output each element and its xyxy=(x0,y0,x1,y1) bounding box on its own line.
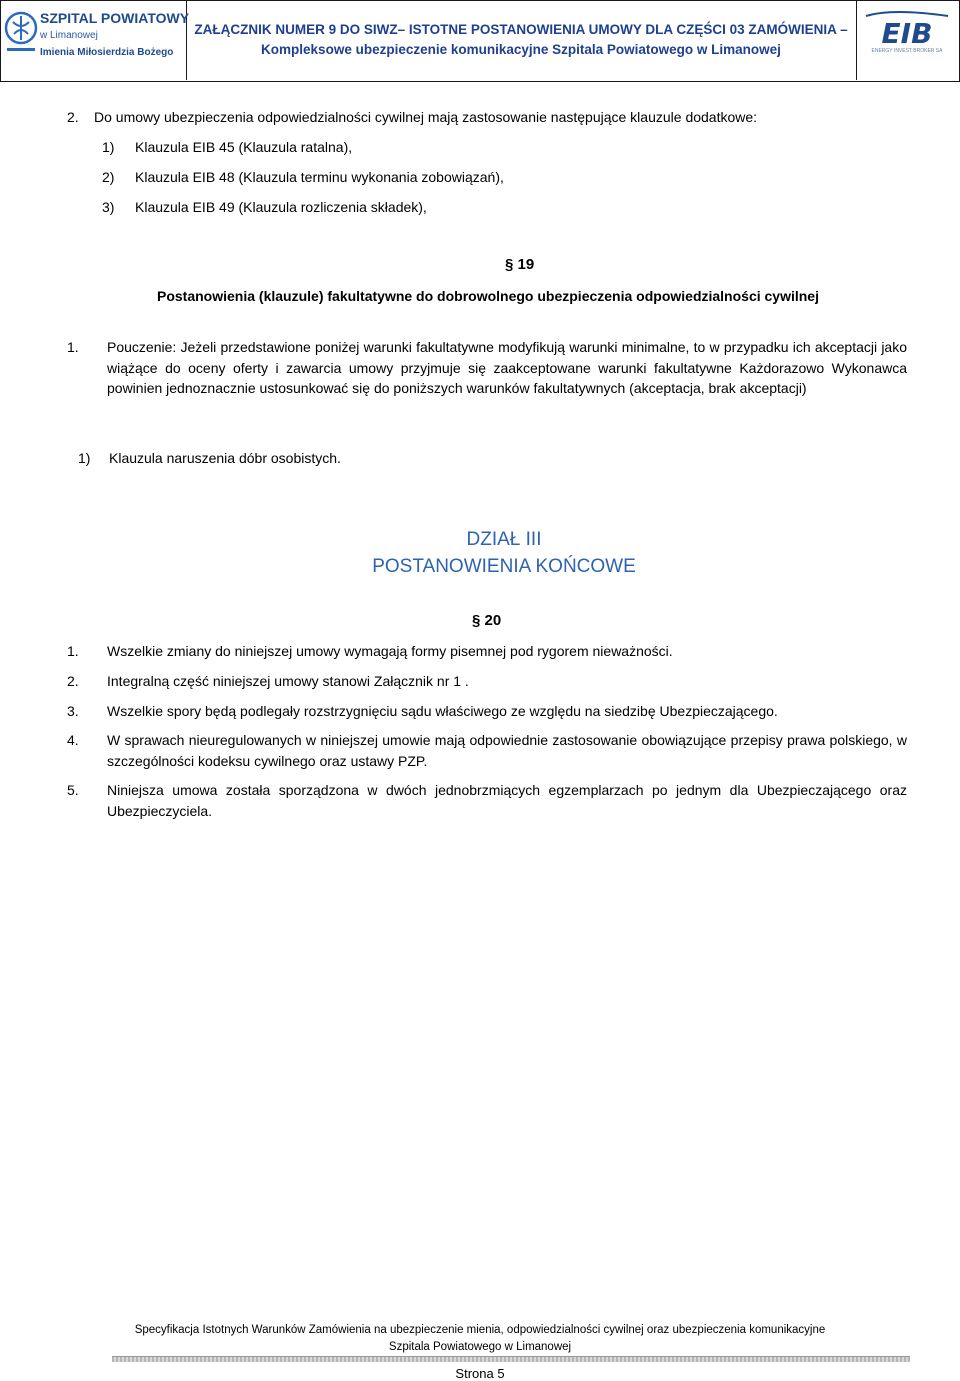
paragraph-symbol: § 19 xyxy=(505,256,535,273)
point-number: 1. xyxy=(67,339,79,355)
list-item-number: 1) xyxy=(102,139,115,155)
point-text: W sprawach nieuregulowanych w niniejszej umowie mają odpowiednie zastosowanie obowiązujące przepisy prawa polskiego, w szczególności kodeksu cywilnego oraz ustawy PZP. xyxy=(107,732,907,769)
section-number: 2. xyxy=(67,109,79,125)
header-title-line2: Kompleksowe ubezpieczenie komunikacyjne Szpitala Powiatowego w Limanowej xyxy=(261,42,781,57)
chapter-heading: DZIAŁ III xyxy=(466,529,542,550)
list-item-number: 3) xyxy=(102,199,115,215)
eib-logo xyxy=(862,10,954,60)
point-number: 4. xyxy=(67,732,79,748)
section-intro: Do umowy ubezpieczenia odpowiedzialności cywilnej mają zastosowanie następujące klauzule dodatkowe: xyxy=(94,109,758,125)
point-text: Wszelkie zmiany do niniejszej umowy wymagają formy pisemnej pod rygorem nieważności. xyxy=(107,643,673,659)
point-text: Niniejsza umowa została sporządzona w dwóch jednobrzmiących egzemplarzach po jednym dla Ubezpieczającego oraz Ubezpieczyciela. xyxy=(107,782,907,819)
list-item-number: 2) xyxy=(102,169,115,185)
paragraph-symbol: § 20 xyxy=(472,612,502,629)
header-divider xyxy=(856,0,857,80)
page-number: Strona 5 xyxy=(455,1366,505,1381)
list-item-number: 1) xyxy=(78,450,91,466)
point-text: Integralną część niniejszej umowy stanowi Załącznik nr 1 . xyxy=(107,673,469,689)
list-item: Klauzula EIB 45 (Klauzula ratalna), xyxy=(135,139,353,155)
chapter-title: POSTANOWIENIA KOŃCOWE xyxy=(372,556,636,577)
eib-logo-icon xyxy=(862,10,952,50)
hospital-logo-icon xyxy=(4,8,38,70)
point-text: Wszelkie spory będą podlegały rozstrzygnięciu sądu właściwego ze względu na siedzibę Ubezpieczającego. xyxy=(107,703,778,719)
list-item: Klauzula EIB 49 (Klauzula rozliczenia składek), xyxy=(135,199,427,215)
point-number: 2. xyxy=(67,673,79,689)
hospital-logo-name: Imienia Miłosierdzia Bożego xyxy=(40,47,174,58)
hospital-logo xyxy=(4,6,190,76)
footer-text: Szpitala Powiatowego w Limanowej xyxy=(388,1341,572,1353)
point-number: 3. xyxy=(67,703,79,719)
notice-paragraph: Pouczenie: Jeżeli przedstawione poniżej warunki fakultatywne modyfikują warunki minimalne, to w przypadku ich akceptacji jako wiążące do oceny oferty i zawarcia umowy przyjmuje się zaakceptowane warunki fakultatywne Każdorazowo Wykonawca powinien jednoznacznie ustosunkować się do poniższych warunków fakultatywnych (akceptacja, brak akceptacji) xyxy=(107,339,907,396)
header-title-line1: ZAŁĄCZNIK NUMER 9 DO SIWZ– ISTOTNE POSTANOWIENIA UMOWY DLA CZĘŚCI 03 ZAMÓWIENIA – xyxy=(194,22,848,37)
list-item: Klauzula EIB 48 (Klauzula terminu wykonania zobowiązań), xyxy=(135,169,504,185)
svg-text:EIB: EIB xyxy=(881,17,933,50)
hospital-logo-title: SZPITAL POWIATOWY xyxy=(40,10,190,26)
footer-rule xyxy=(112,1356,910,1362)
list-item: Klauzula naruszenia dóbr osobistych. xyxy=(109,450,341,466)
eib-logo-tagline: ENERGY INVEST BROKER SA xyxy=(871,48,943,54)
paragraph-title: Postanowienia (klauzule) fakultatywne do dobrowolnego ubezpieczenia odpowiedzialności cywilnej xyxy=(157,288,819,304)
footer-text: Specyfikacja Istotnych Warunków Zamówienia na ubezpieczenie mienia, odpowiedzialności cywilnej oraz ubezpieczenia komunikacyjne xyxy=(134,1324,826,1336)
hospital-logo-subtitle: w Limanowej xyxy=(40,30,98,41)
page-header xyxy=(0,0,960,82)
point-number: 5. xyxy=(67,782,79,798)
point-number: 1. xyxy=(67,643,79,659)
